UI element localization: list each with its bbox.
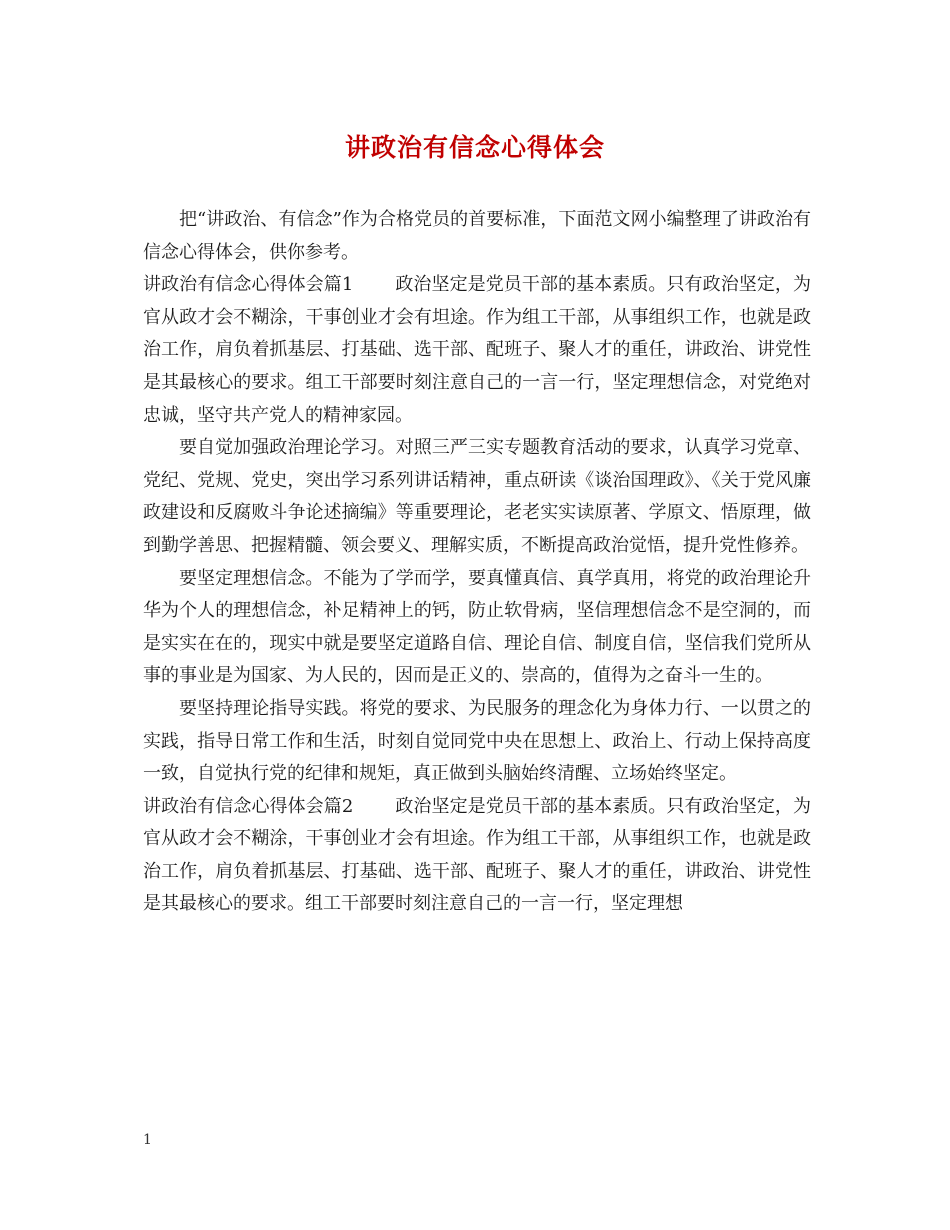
section-2-lead-text: 政治坚定是党员干部的基本素质。只有政治坚定，为官从政才会不糊涂，干事创业才会有坦途。作为组工干部，从事组织工作，也就是政治工作，肩负着抓基层、打基础、选干部、配班子、聚人才的重任，讲政治、讲党性是其最核心的要求。组工干部要时刻注意自己的一言一行，坚定理想 xyxy=(143,795,812,915)
intro-paragraph: 把“讲政治、有信念”作为合格党员的首要标准，下面范文网小编整理了讲政治有信念心得体会，供你参考。 xyxy=(143,209,811,263)
section-2-lead-paragraph xyxy=(143,791,811,921)
section-1-paragraph-2: 要坚定理想信念。不能为了学而学，要真懂真信、真学真用，将党的政治理论升华为个人的理想信念，补足精神上的钙，防止软骨病，坚信理想信念不是空洞的，而是实实在在的，现实中就是要坚定道路自信、理论自信、制度自信，坚信我们党所从事的事业是为国家、为人民的，因而是正义的、崇高的，值得为之奋斗一生的。 xyxy=(143,567,811,687)
section-1-paragraph-1: 要自觉加强政治理论学习。对照三严三实专题教育活动的要求，认真学习党章、党纪、党规、党史，突出学习系列讲话精神，重点研读《谈治国理政》、《关于党风廉政建设和反腐败斗争论述摘编》等重要理论，老老实实读原著、学原文、悟原理，做到勤学善思、把握精髓、领会要义、理解实质，不断提高政治觉悟，提升党性修养。 xyxy=(143,437,811,556)
page-number: 1 xyxy=(143,1132,152,1148)
document-body xyxy=(143,204,811,921)
section-2-heading: 讲政治有信念心得体会篇2 xyxy=(143,795,354,817)
section-1-lead-text: 政治坚定是党员干部的基本素质。只有政治坚定，为官从政才会不糊涂，干事创业才会有坦途。作为组工干部，从事组织工作，也就是政治工作，肩负着抓基层、打基础、选干部、配班子、聚人才的重任，讲政治、讲党性是其最核心的要求。组工干部要时刻注意自己的一言一行，坚定理想信念，对党绝对忠诚，坚守共产党人的精神家园。 xyxy=(143,274,812,426)
section-1-paragraph-3: 要坚持理论指导实践。将党的要求、为民服务的理念化为身体力行、一以贯之的实践，指导日常工作和生活，时刻自觉同党中央在思想上、政治上、行动上保持高度一致，自觉执行党的纪律和规矩，真正做到头脑始终清醒、立场始终坚定。 xyxy=(143,697,811,785)
section-1-lead-paragraph xyxy=(143,269,811,432)
section-1-heading: 讲政治有信念心得体会篇1 xyxy=(143,274,354,296)
document-title: 讲政治有信念心得体会 xyxy=(344,133,605,162)
